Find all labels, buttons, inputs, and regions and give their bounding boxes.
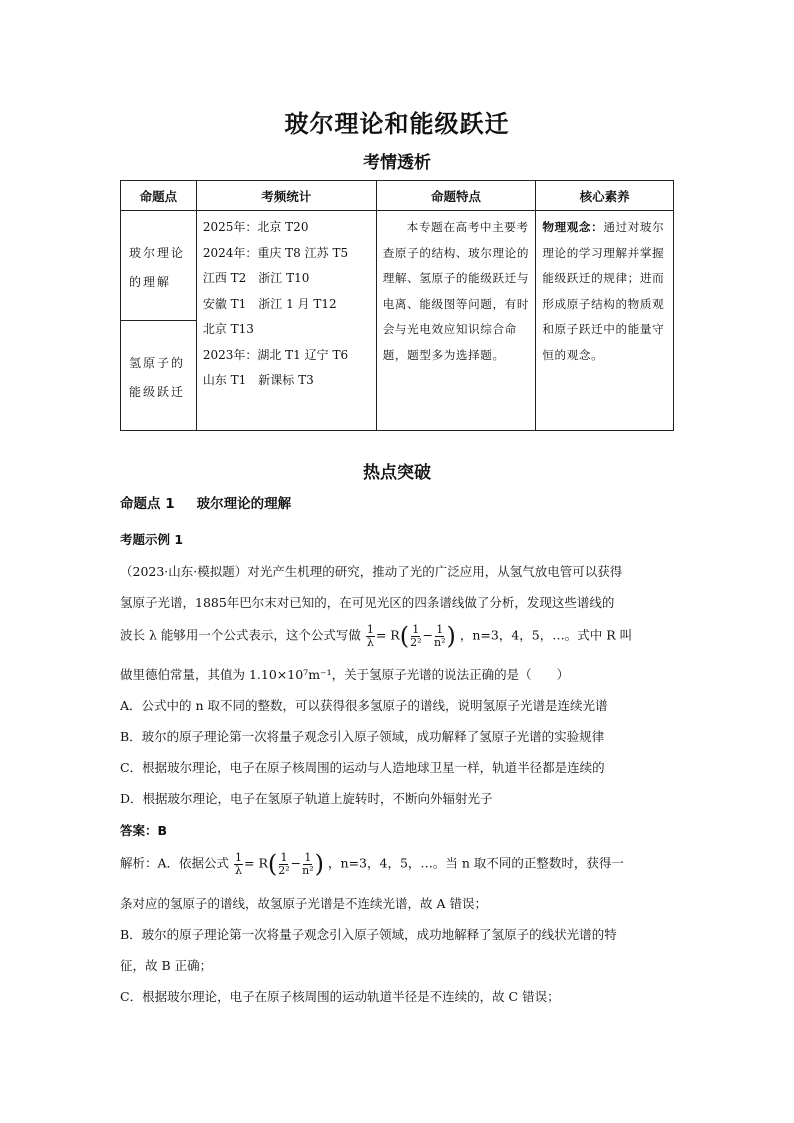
section-heading: 热点突破 bbox=[363, 463, 431, 483]
table-cell-feature: 本专题在高考中主要考查原子的结构、玻尔理论的理解、氢原子的能级跃迁与电离、能级图等问题，有时会与光电效应知识综合命题，题型多为选择题。 bbox=[376, 211, 536, 431]
example-heading: 考题示例 1 bbox=[120, 532, 184, 547]
question-line: 氢原子光谱，1885年巴尔末对已知的，在可见光区的四条谱线做了分析，发现这些谱线的 bbox=[120, 595, 615, 610]
answer: 答案：B bbox=[120, 823, 168, 838]
analysis-line: B．玻尔的原子理论第一次将量子观念引入原子领域，成功地解释了氢原子的线状光谱的特 bbox=[120, 927, 617, 942]
core-label: 物理观念： bbox=[542, 220, 604, 234]
table-row bbox=[121, 211, 674, 321]
stats-line: 山东 T1 新课标 T3 bbox=[202, 373, 314, 387]
analysis-line: 征，故 B 正确； bbox=[120, 958, 213, 973]
topic-label: 命题点 1 bbox=[120, 496, 175, 512]
stats-line: 2024年：重庆 T8 江苏 T5 bbox=[202, 245, 349, 260]
stats-line: 江西 T2 浙江 T10 bbox=[202, 271, 310, 285]
option-d: D．根据玻尔理论，电子在氢原子轨道上旋转时，不断向外辐射光子 bbox=[120, 791, 493, 806]
option-a: A．公式中的 n 取不同的整数，可以获得很多氢原子的谱线，说明氢原子光谱是连续光谱 bbox=[120, 698, 608, 713]
stats-line: 2025年：北京 T20 bbox=[202, 220, 309, 234]
table-cell-point: 玻尔理论的理解 bbox=[121, 211, 197, 321]
stats-line: 北京 T13 bbox=[202, 322, 254, 336]
analysis-line: C．根据玻尔理论，电子在原子核周围的运动轨道半径是不连续的，故 C 错误； bbox=[120, 989, 560, 1004]
stats-line: 安徽 T1 浙江 1 月 T12 bbox=[202, 296, 337, 311]
topic-heading bbox=[120, 492, 291, 512]
table-cell-point: 氢原子的能级跃迁 bbox=[121, 321, 197, 431]
table-header: 命题点 bbox=[121, 181, 197, 211]
page-title: 玻尔理论和能级跃迁 bbox=[284, 110, 510, 138]
analysis-line: 条对应的氢原子的谱线，故氢原子光谱是不连续光谱，故 A 错误； bbox=[120, 896, 487, 911]
analysis-table bbox=[120, 180, 674, 431]
stats-line: 2023年：湖北 T1 辽宁 T6 bbox=[202, 347, 349, 362]
topic-name: 玻尔理论的理解 bbox=[196, 496, 292, 512]
question-line: （2023·山东·模拟题）对光产生机理的研究，推动了光的广泛应用，从氢气放电管可以获得 bbox=[120, 564, 623, 579]
table-cell-stats bbox=[196, 211, 376, 431]
section-subtitle: 考情透析 bbox=[363, 153, 431, 173]
question-line-formula: 波长 λ 能够用一个公式表示，这个公式写做 $\frac{1}{\lambda}$ = R( $\frac{1}{\text{2²}}$ − $\frac{1}{\text{n²}}$ ) ，n=3，4，5，…。式中 R 叫 bbox=[120, 622, 633, 650]
option-b: B．玻尔的原子理论第一次将量子观念引入原子领域，成功解释了氢原子光谱的实验规律 bbox=[120, 729, 605, 744]
analysis-line-formula: 解析：A．依据公式 $\frac{1}{\lambda}$ = R( $\frac{1}{\text{2²}}$ − $\frac{1}{\text{n²}}$ ) ，n=3，4，5，…。当 n 取不同的正整数时，获得一 bbox=[120, 850, 624, 878]
table-header: 考频统计 bbox=[196, 181, 376, 211]
table-header: 核心素养 bbox=[536, 181, 674, 211]
table-header: 命题特点 bbox=[376, 181, 536, 211]
question-line: 做里德伯常量，其值为 1.10×10⁷m⁻¹，关于氢原子光谱的说法正确的是（ ） bbox=[120, 667, 570, 682]
core-text: 通过对玻尔理论的学习理解并掌握能级跃迁的规律；进而形成原子结构的物质观和原子跃迁中的能量守恒的观念。 bbox=[542, 220, 665, 362]
table-cell-core bbox=[536, 211, 674, 431]
table-header-row bbox=[121, 181, 674, 211]
formula-lhs: $\frac{1}{\lambda}$ bbox=[366, 622, 374, 649]
option-c: C．根据玻尔理论，电子在原子核周围的运动与人造地球卫星一样，轨道半径都是连续的 bbox=[120, 760, 605, 775]
